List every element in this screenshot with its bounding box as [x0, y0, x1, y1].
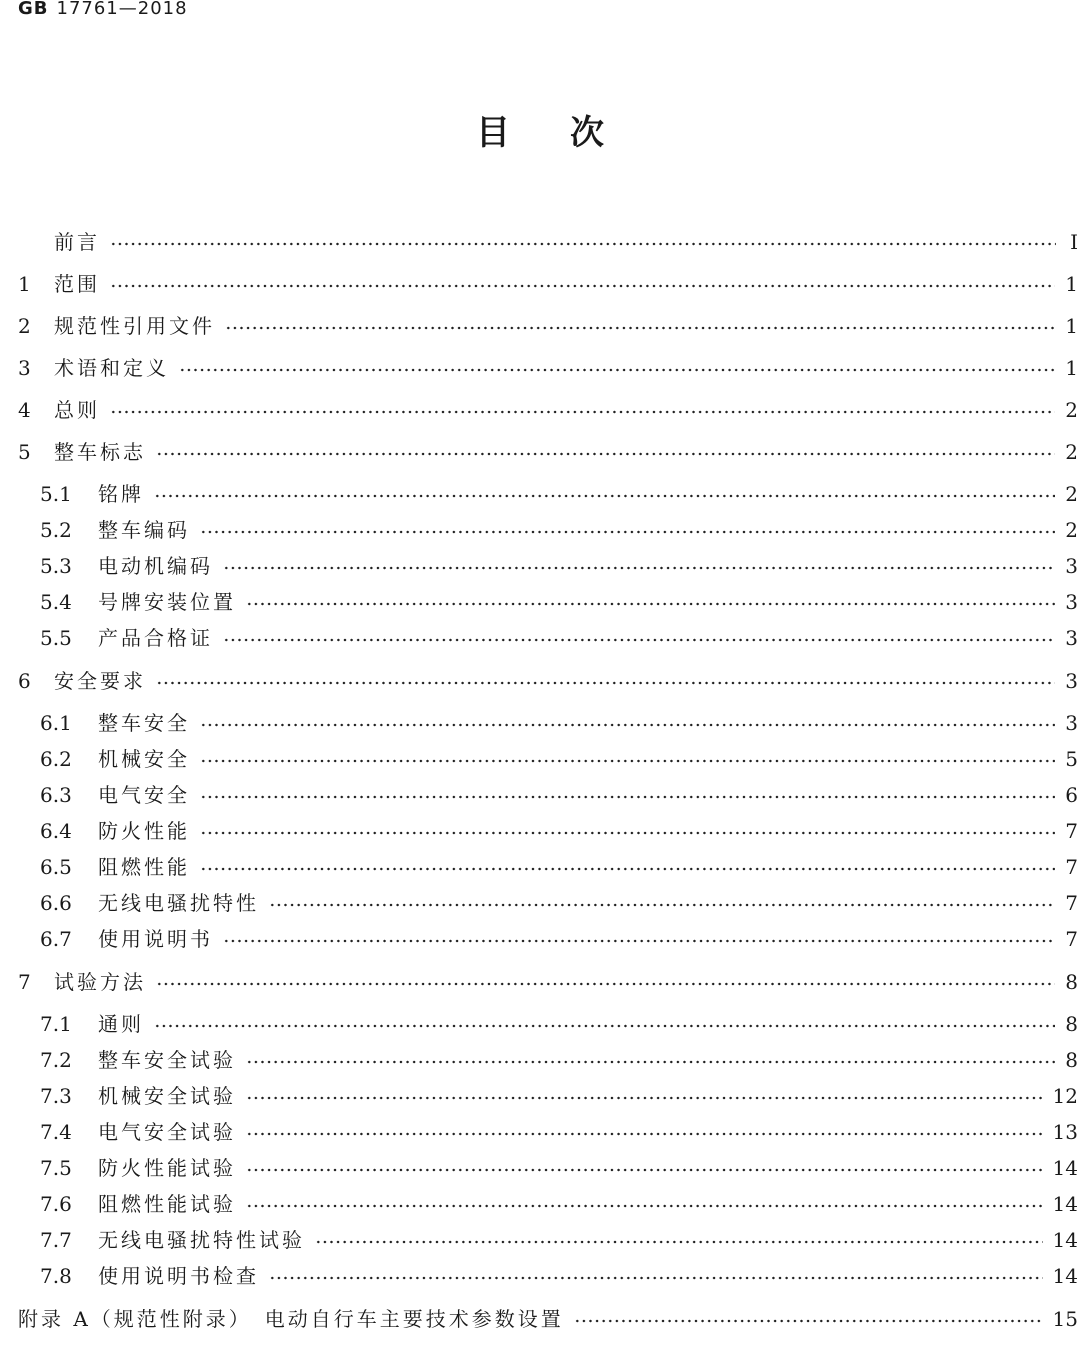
toc-entry-label: 试验方法: [54, 970, 146, 994]
toc-entry-label: 阻燃性能: [98, 855, 190, 879]
toc-entry-number: 5.5: [40, 626, 72, 650]
toc-entry[interactable]: [40, 887, 1078, 919]
toc-entry-label: 通则: [98, 1012, 144, 1036]
standard-header: [18, 0, 188, 21]
toc-entry-number: 7: [18, 970, 31, 994]
toc-entry-label: 附录 A（规范性附录） 电动自行车主要技术参数设置: [18, 1307, 564, 1331]
toc-entry-label: 范围: [54, 272, 100, 296]
toc-entry-number: 5.2: [40, 518, 72, 542]
toc-entry-page: Ⅰ: [1070, 230, 1078, 254]
toc-entry-page: 1: [1065, 314, 1078, 338]
toc-entry-number: 7.3: [40, 1084, 72, 1108]
toc-entry[interactable]: [18, 966, 1078, 998]
toc-dot-leader: [246, 1204, 1043, 1208]
toc-entry[interactable]: [40, 586, 1078, 618]
toc-entry-number: 5.4: [40, 590, 72, 614]
standard-code: GB: [18, 0, 49, 19]
toc-entry-page: 1: [1065, 272, 1078, 296]
toc-entry-label: 电动机编码: [98, 554, 213, 578]
toc-entry-page: 2: [1065, 518, 1078, 542]
toc-entry-label: 安全要求: [54, 669, 146, 693]
toc-entry-page: 3: [1065, 626, 1078, 650]
toc-entry-page: 14: [1052, 1192, 1078, 1216]
toc-dot-leader: [246, 1168, 1043, 1172]
toc-entry-number: 4: [18, 398, 31, 422]
toc-entry-label: 阻燃性能试验: [98, 1192, 236, 1216]
toc-entry-number: 5.1: [40, 482, 72, 506]
toc-entry[interactable]: [40, 478, 1078, 510]
toc-entry-number: 6.6: [40, 891, 72, 915]
toc-entry-page: 5: [1065, 747, 1078, 771]
toc-entry-number: 3: [18, 356, 31, 380]
toc-dot-leader: [154, 494, 1055, 498]
toc-entry-page: 15: [1052, 1307, 1078, 1331]
toc-dot-leader: [269, 903, 1055, 907]
toc-entry-label: 号牌安装位置: [98, 590, 236, 614]
toc-entry-number: 7.7: [40, 1228, 72, 1252]
toc-entry-label: 铭牌: [98, 482, 144, 506]
toc-dot-leader: [154, 1024, 1055, 1028]
toc-entry[interactable]: [18, 310, 1078, 342]
toc-dot-leader: [200, 759, 1055, 763]
toc-entry-number: 6.3: [40, 783, 72, 807]
toc-entry-label: 整车编码: [98, 518, 190, 542]
toc-dot-leader: [574, 1319, 1043, 1323]
toc-entry-number: 6.1: [40, 711, 72, 735]
toc-dot-leader: [200, 530, 1055, 534]
toc-entry-page: 14: [1052, 1264, 1078, 1288]
toc-entry-number: 6.4: [40, 819, 72, 843]
toc-dot-leader: [269, 1276, 1043, 1280]
toc-entry[interactable]: [40, 1188, 1078, 1220]
toc-dot-leader: [200, 831, 1055, 835]
toc-entry-page: 8: [1065, 970, 1078, 994]
toc-entry-number: 6.5: [40, 855, 72, 879]
toc-entry-page: 7: [1065, 891, 1078, 915]
toc-dot-leader: [246, 1096, 1043, 1100]
toc-entry-label: 电气安全: [98, 783, 190, 807]
toc-entry[interactable]: [40, 1080, 1078, 1112]
toc-entry-page: 3: [1065, 669, 1078, 693]
toc-entry-label: 电气安全试验: [98, 1120, 236, 1144]
toc-entry-number: 7.5: [40, 1156, 72, 1180]
toc-entry[interactable]: [18, 268, 1078, 300]
toc-entry-label: 规范性引用文件: [54, 314, 215, 338]
page-title-char-2: 次: [570, 113, 604, 153]
toc-entry-page: 7: [1065, 819, 1078, 843]
toc-dot-leader: [110, 242, 1056, 246]
toc-dot-leader: [110, 284, 1055, 288]
page-title: [0, 108, 1080, 158]
toc-entry[interactable]: [40, 779, 1078, 811]
toc-entry-page: 2: [1065, 482, 1078, 506]
toc-entry-page: 14: [1052, 1156, 1078, 1180]
toc-dot-leader: [246, 1132, 1043, 1136]
toc-entry-label: 使用说明书检查: [98, 1264, 259, 1288]
toc-entry-label: 整车安全: [98, 711, 190, 735]
toc-entry-page: 7: [1065, 855, 1078, 879]
toc-entry[interactable]: [40, 851, 1078, 883]
toc-entry-label: 前言: [54, 230, 100, 254]
toc-dot-leader: [179, 368, 1055, 372]
toc-entry-label: 无线电骚扰特性试验: [98, 1228, 305, 1252]
toc-entry[interactable]: [40, 1116, 1078, 1148]
toc-entry-page: 7: [1065, 927, 1078, 951]
toc-entry-page: 2: [1065, 440, 1078, 464]
toc-dot-leader: [223, 566, 1055, 570]
toc-entry[interactable]: [40, 815, 1078, 847]
toc-dot-leader: [246, 602, 1055, 606]
toc-entry-page: 8: [1065, 1048, 1078, 1072]
toc-entry[interactable]: [18, 1303, 1078, 1335]
toc-entry-label: 机械安全: [98, 747, 190, 771]
standard-number: 17761—2018: [56, 0, 188, 19]
toc-dot-leader: [315, 1240, 1043, 1244]
toc-entry-page: 3: [1065, 554, 1078, 578]
toc-entry-page: 12: [1052, 1084, 1078, 1108]
toc-entry[interactable]: [18, 352, 1078, 384]
toc-dot-leader: [110, 410, 1055, 414]
toc-entry-number: 5: [18, 440, 31, 464]
toc-entry[interactable]: [40, 622, 1078, 654]
toc-entry[interactable]: [40, 514, 1078, 546]
toc-entry-number: 7.8: [40, 1264, 72, 1288]
toc-entry-page: 13: [1052, 1120, 1078, 1144]
toc-dot-leader: [156, 452, 1055, 456]
toc-entry-number: 7.6: [40, 1192, 72, 1216]
toc-dot-leader: [225, 326, 1055, 330]
toc-entry[interactable]: [40, 1224, 1078, 1256]
page-title-char-1: 目: [476, 113, 510, 153]
toc-entry-label: 无线电骚扰特性: [98, 891, 259, 915]
toc-entry-page: 6: [1065, 783, 1078, 807]
toc-entry-number: 6.2: [40, 747, 72, 771]
toc-entry-label: 防火性能: [98, 819, 190, 843]
toc-entry[interactable]: [40, 550, 1078, 582]
toc-entry[interactable]: [40, 743, 1078, 775]
toc-entry-number: 7.1: [40, 1012, 72, 1036]
toc-entry-page: 14: [1052, 1228, 1078, 1252]
toc-dot-leader: [223, 638, 1055, 642]
toc-entry-number: 7.2: [40, 1048, 72, 1072]
toc-entry[interactable]: [40, 1260, 1078, 1292]
toc-entry[interactable]: [40, 1008, 1078, 1040]
toc-entry-number: 2: [18, 314, 31, 338]
toc-entry-number: 1: [18, 272, 31, 296]
toc-entry[interactable]: [40, 1152, 1078, 1184]
toc-entry-label: 防火性能试验: [98, 1156, 236, 1180]
toc-entry-number: 7.4: [40, 1120, 72, 1144]
toc-entry[interactable]: [40, 707, 1078, 739]
toc-entry-page: 1: [1065, 356, 1078, 380]
toc-entry-label: 使用说明书: [98, 927, 213, 951]
toc-entry-label: 术语和定义: [54, 356, 169, 380]
toc-entry[interactable]: [40, 1044, 1078, 1076]
toc-entry[interactable]: [18, 665, 1078, 697]
toc-dot-leader: [156, 681, 1055, 685]
toc-entry-label: 总则: [54, 398, 100, 422]
toc-entry[interactable]: [40, 923, 1078, 955]
toc-dot-leader: [200, 723, 1055, 727]
toc-dot-leader: [246, 1060, 1055, 1064]
toc-entry-number: 5.3: [40, 554, 72, 578]
toc-dot-leader: [156, 982, 1055, 986]
toc-entry-label: 整车标志: [54, 440, 146, 464]
toc-entry-number: 6: [18, 669, 31, 693]
toc-entry-number: 6.7: [40, 927, 72, 951]
toc-entry-page: 3: [1065, 590, 1078, 614]
toc-entry[interactable]: [18, 436, 1078, 468]
toc-entry-page: 2: [1065, 398, 1078, 422]
toc-dot-leader: [223, 939, 1055, 943]
toc-dot-leader: [200, 867, 1055, 871]
toc-entry-label: 机械安全试验: [98, 1084, 236, 1108]
toc-entry-page: 8: [1065, 1012, 1078, 1036]
toc-entry-label: 产品合格证: [98, 626, 213, 650]
toc-entry-page: 3: [1065, 711, 1078, 735]
toc-entry[interactable]: [18, 394, 1078, 426]
toc-entry-label: 整车安全试验: [98, 1048, 236, 1072]
toc-dot-leader: [200, 795, 1055, 799]
toc-entry[interactable]: [18, 226, 1078, 258]
